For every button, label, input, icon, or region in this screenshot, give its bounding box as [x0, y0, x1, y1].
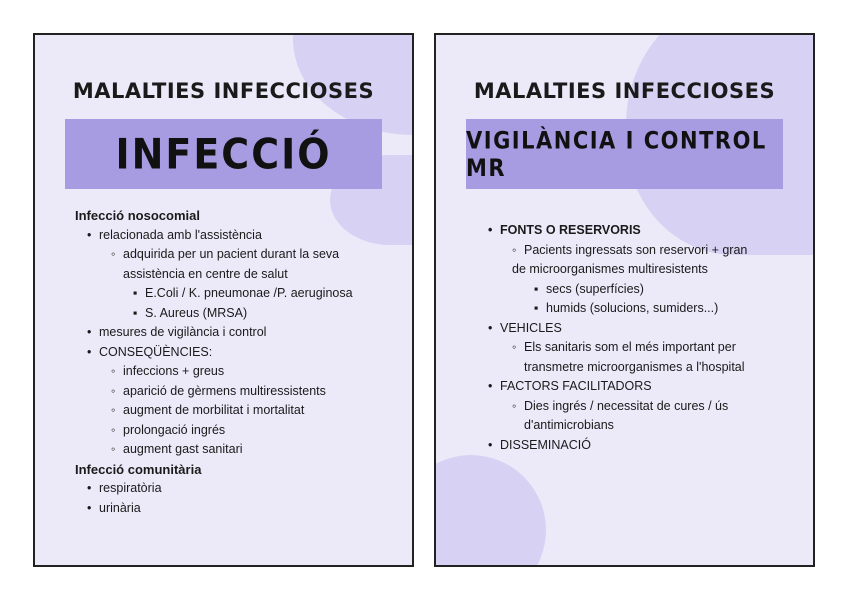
decorative-blob	[434, 455, 546, 567]
list-item: ◦ Els sanitaris som el més important per	[476, 338, 796, 358]
list-item: ▪ E.Coli / K. pneumonae /P. aeruginosa	[75, 284, 395, 304]
banner-title: INFECCIÓ	[115, 129, 332, 179]
banner	[65, 119, 382, 189]
list-item: • respiratòria	[75, 479, 395, 499]
list-item-continuation: assistència en centre de salut	[123, 266, 288, 281]
list-item: ◦ Pacients ingressats son reservori + gran	[476, 241, 796, 261]
section-heading: Infecció nosocomial	[75, 208, 200, 223]
bullet-list	[75, 479, 395, 518]
list-item: ◦ infeccions + greus	[75, 362, 395, 382]
list-item: • FACTORS FACILITADORS	[476, 377, 796, 397]
list-item: • urinària	[75, 499, 395, 519]
list-item: ▪ S. Aureus (MRSA)	[75, 304, 395, 324]
list-item: ◦ augment de morbilitat i mortalitat	[75, 401, 395, 421]
banner	[466, 119, 783, 189]
list-item: ▪ secs (superfícies)	[476, 280, 796, 300]
list-item: ◦ augment gast sanitari	[75, 440, 395, 460]
list-item-continuation: de microorganismes multiresistents	[512, 262, 708, 276]
list-item: ◦ aparició de gèrmens multiressistents	[75, 382, 395, 402]
card-title: MALALTIES INFECCIOSES	[473, 79, 776, 103]
list-item-continuation: transmetre microorganismes a l'hospital	[524, 359, 745, 374]
bullet-list	[75, 226, 395, 460]
card-vigilancia	[434, 33, 815, 567]
list-item: • VEHICLES	[476, 319, 796, 339]
list-item: • relacionada amb l'assistència	[75, 226, 395, 246]
list-item: ◦ prolongació ingrés	[75, 421, 395, 441]
list-item: ▪ humids (solucions, sumiders...)	[476, 299, 796, 319]
banner-title: VIGILÀNCIA I CONTROL MR	[466, 126, 767, 182]
card-infeccio	[33, 33, 414, 567]
card-title: MALALTIES INFECCIOSES	[72, 79, 375, 103]
list-item: ◦ adquirida per un pacient durant la seva	[75, 245, 395, 265]
list-item: • CONSEQÜÈNCIES:	[75, 343, 395, 363]
list-item: ◦ Dies ingrés / necessitat de cures / ús	[476, 397, 796, 417]
card-body	[75, 206, 395, 518]
list-item: • mesures de vigilància i control	[75, 323, 395, 343]
list-item-continuation: d'antimicrobians	[524, 418, 614, 432]
list-item: • FONTS O RESERVORIS	[476, 221, 796, 241]
section-heading: Infecció comunitària	[75, 461, 202, 477]
list-item: • DISSEMINACIÓ	[476, 436, 796, 456]
card-body	[476, 221, 796, 455]
bullet-list	[476, 221, 796, 455]
